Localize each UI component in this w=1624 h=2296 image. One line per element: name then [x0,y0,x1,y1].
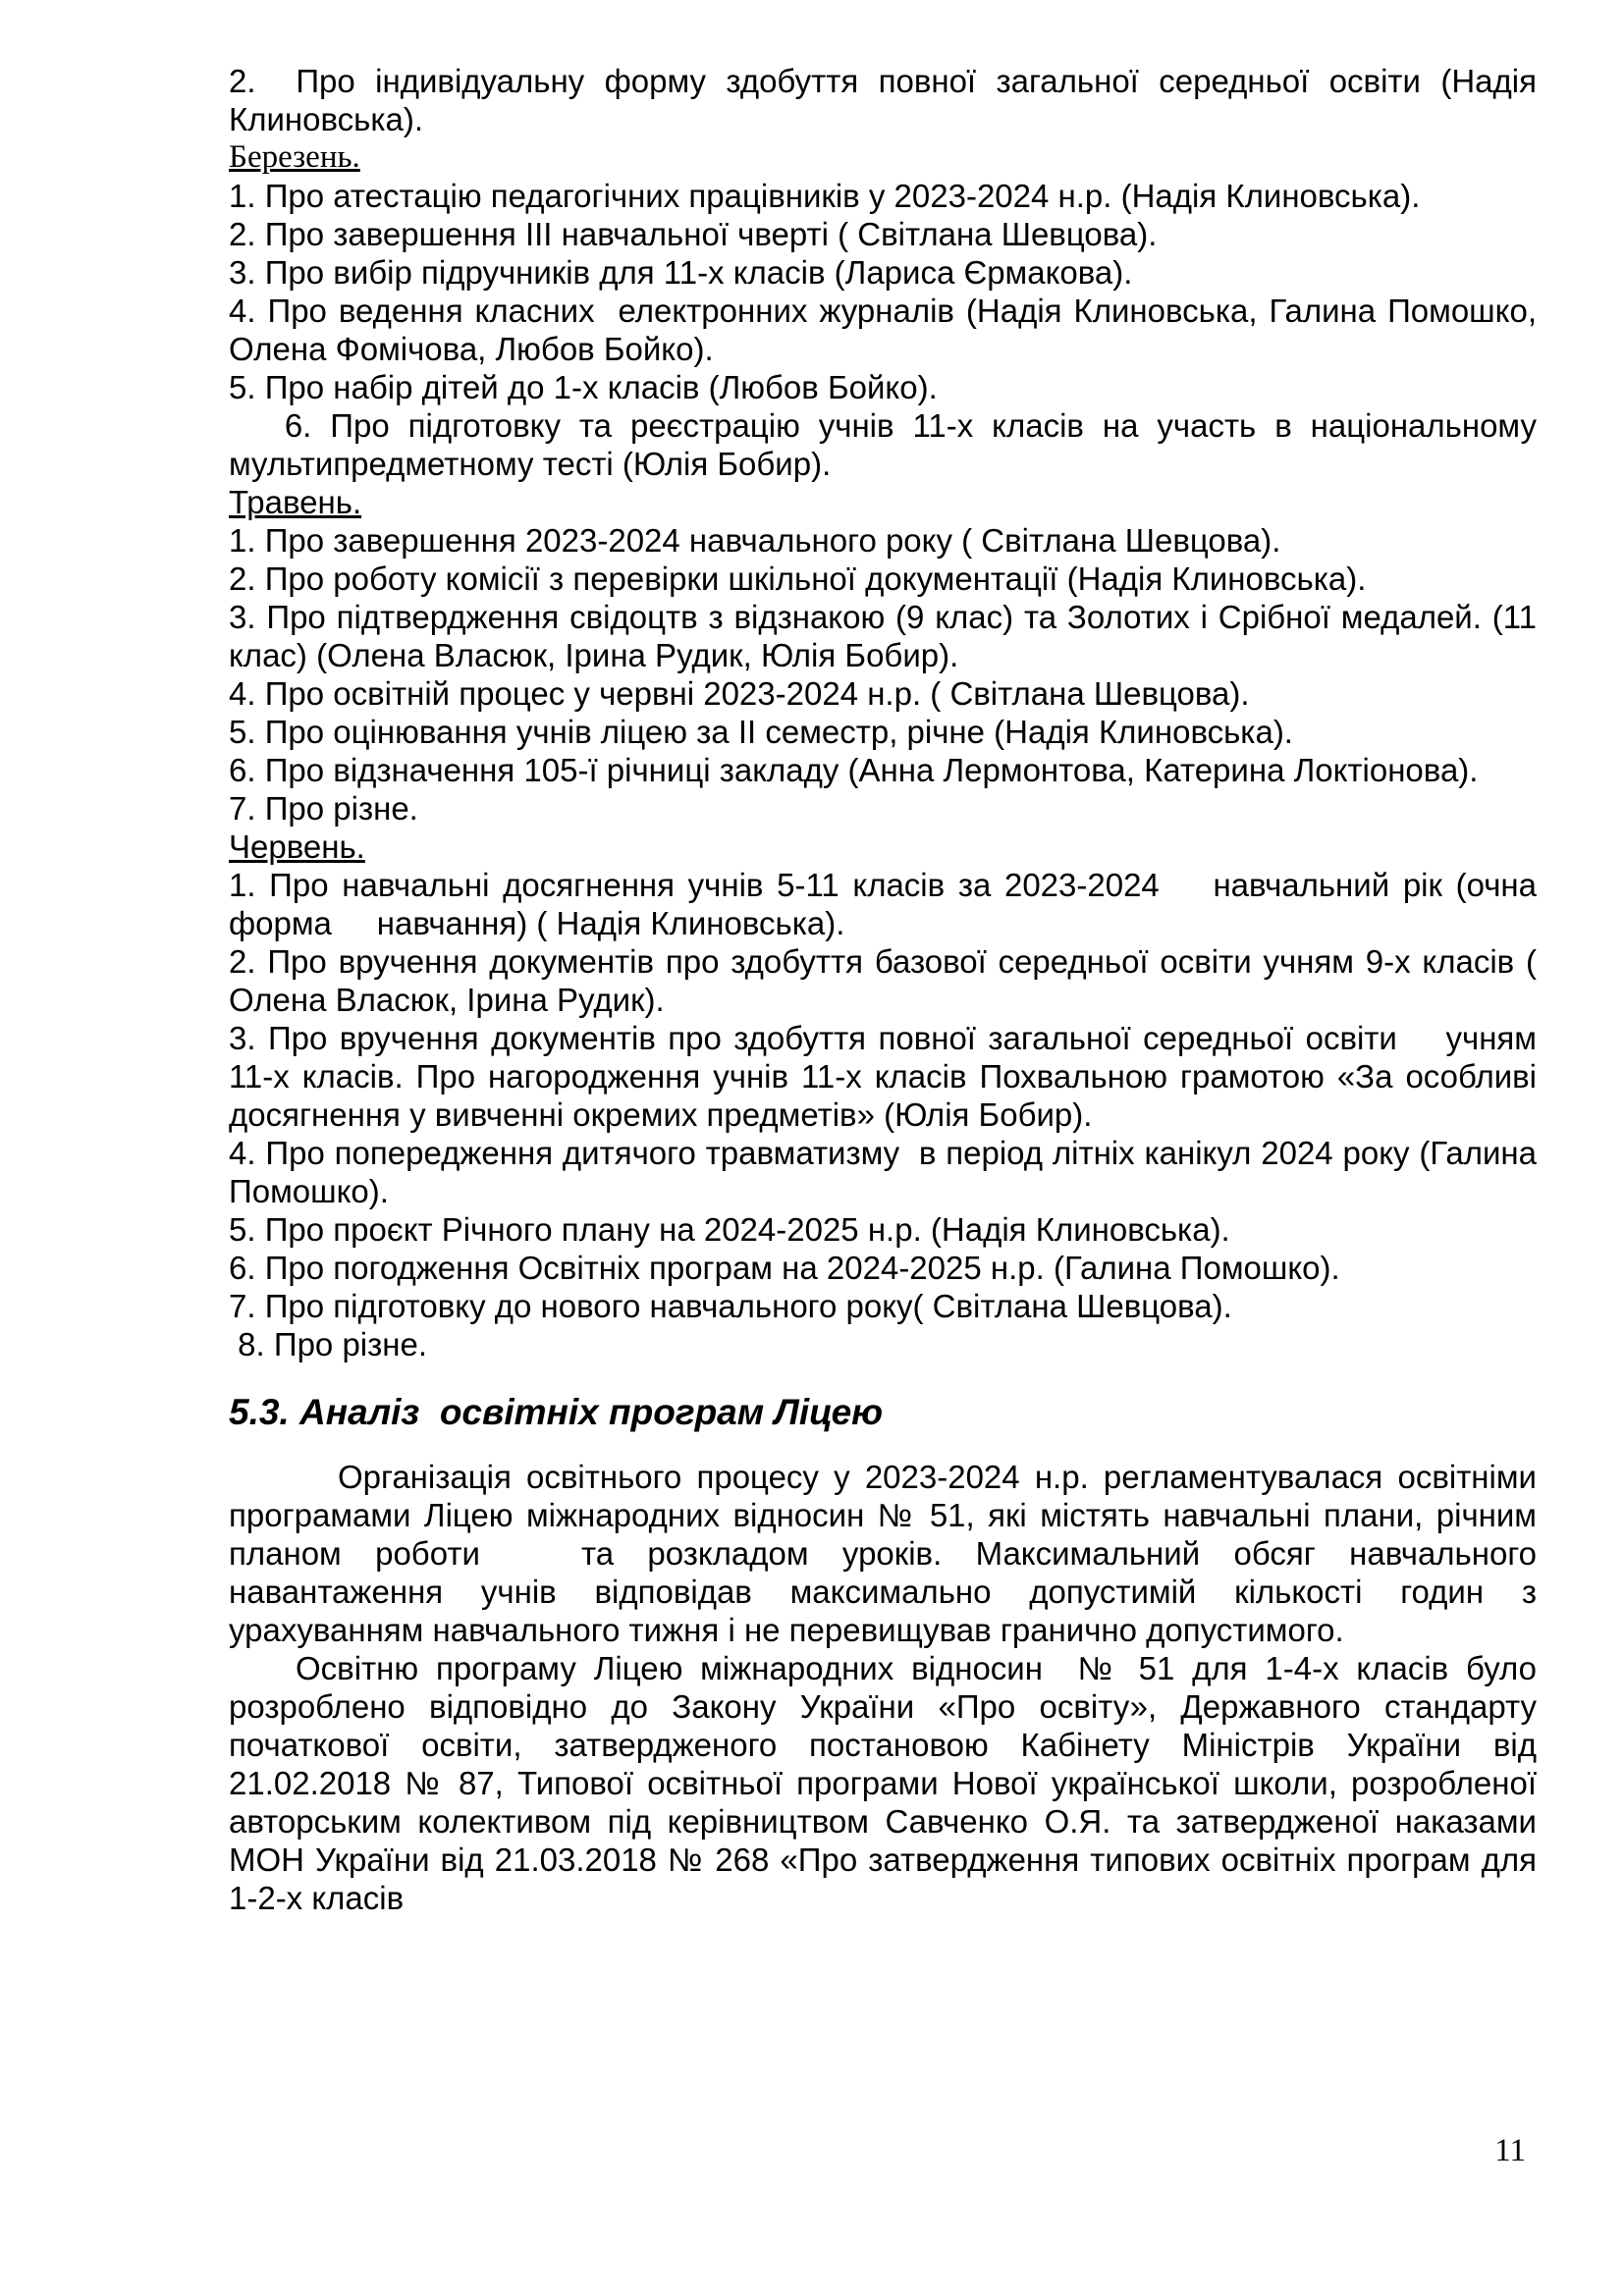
list-item: 4. Про освітній процес у червні 2023-2024 н.р. ( Світлана Шевцова). [229,675,1250,712]
list-item: 5. Про набір дітей до 1-х класів (Любов Бойко). [229,369,938,405]
list-item: 4. Про попередження дитячого травматизму в період літніх канікул 2024 року (Галина Помошко). [229,1135,1546,1209]
paragraph: Організація освітнього процесу у 2023-2024 н.р. регламентувалася освітніми програмами Ліцею міжнародних відносин № 51, які містять навчальні плани, річним планом роботи та розкладом уроків. Максимальний обсяг навчального навантаження учнів відповідав максимально допустимій кількості годин з урахуванням навчального тижня і не перевищував гранично допустимого. [229,1459,1555,1648]
page-number: 11 [1494,2133,1526,2168]
list-item: 4. Про ведення класних електронних журналів (Надія Клиновська, Галина Помошко, Олена Фомічова, Любов Бойко). [229,293,1546,367]
list-item: 3. Про вибір підручників для 11-х класів (Лариса Єрмакова). [229,254,1133,291]
month-heading: Червень. [229,828,365,865]
list-item: 7. Про підготовку до нового навчального року( Світлана Шевцова). [229,1288,1232,1324]
list-item: 1. Про навчальні досягнення учнів 5-11 класів за 2023-2024 навчальний рік (очна форма навчання) ( Надія Клиновська). [229,867,1546,941]
document-content [229,62,1573,1917]
month-heading: Травень. [229,484,362,520]
list-item: 6. Про підготовку та реєстрацію учнів 11-х класів на участь в національному мультипредметному тесті (Юлія Бобир). [229,407,1546,482]
list-item: 3. Про підтвердження свідоцтв з відзнакою (9 клас) та Золотих і Срібної медалей. (11 клас) (Олена Власюк, Ірина Рудик, Юлія Бобир). [229,599,1546,673]
paragraph: Освітню програму Ліцею міжнародних відносин № 51 для 1-4-х класів було розроблено відповідно до Закону України «Про освіту», Державного стандарту початкової освіти, затвердженого постановою Кабінету Міністрів України від 21.02.2018 № 87, Типової освітньої програми Нової української школи, розробленої авторським колективом під керівництвом Савченко О.Я. та затвердженої наказами МОН України від 21.03.2018 № 268 «Про затвердження типових освітніх програм для 1-2-х класів [229,1650,1546,1916]
list-item: 1. Про завершення 2023-2024 навчального року ( Світлана Шевцова). [229,522,1281,559]
list-item: 5. Про оцінювання учнів ліцею за ІІ семестр, річне (Надія Клиновська). [229,714,1293,750]
month-heading: Березень. [229,139,360,175]
list-item: 1. Про атестацію педагогічних працівників у 2023-2024 н.р. (Надія Клиновська). [229,178,1421,214]
section-heading: 5.3. Аналіз освітніх програм Ліцею [229,1392,884,1432]
list-item: 5. Про проєкт Річного плану на 2024-2025 н.р. (Надія Клиновська). [229,1211,1230,1248]
list-item: 2. Про завершення ІІІ навчальної чверті ( Світлана Шевцова). [229,216,1158,252]
list-item: 3. Про вручення документів про здобуття повної загальної середньої освіти учням 11-х класів. Про нагородження учнів 11-х класів Похвальною грамотою «За особливі досягнення у вивченні окремих предметів» (Юлія Бобир). [229,1020,1573,1133]
list-item: 2. Про роботу комісії з перевірки шкільної документації (Надія Клиновська). [229,561,1367,597]
list-item: 2. Про індивідуальну форму здобуття повної загальної середньої освіти (Надія Клиновська). [229,63,1546,137]
list-item: 2. Про вручення документів про здобуття базової середньої освіти учням 9-х класів ( Олена Власюк, Ірина Рудик). [229,943,1546,1018]
list-item: 6. Про погодження Освітніх програм на 2024-2025 н.р. (Галина Помошко). [229,1250,1340,1286]
list-item: 7. Про різне. [229,790,418,827]
list-item: 6. Про відзначення 105-ї річниці закладу (Анна Лермонтова, Катерина Локтіонова). [229,752,1479,788]
list-item: 8. Про різне. [229,1326,428,1362]
